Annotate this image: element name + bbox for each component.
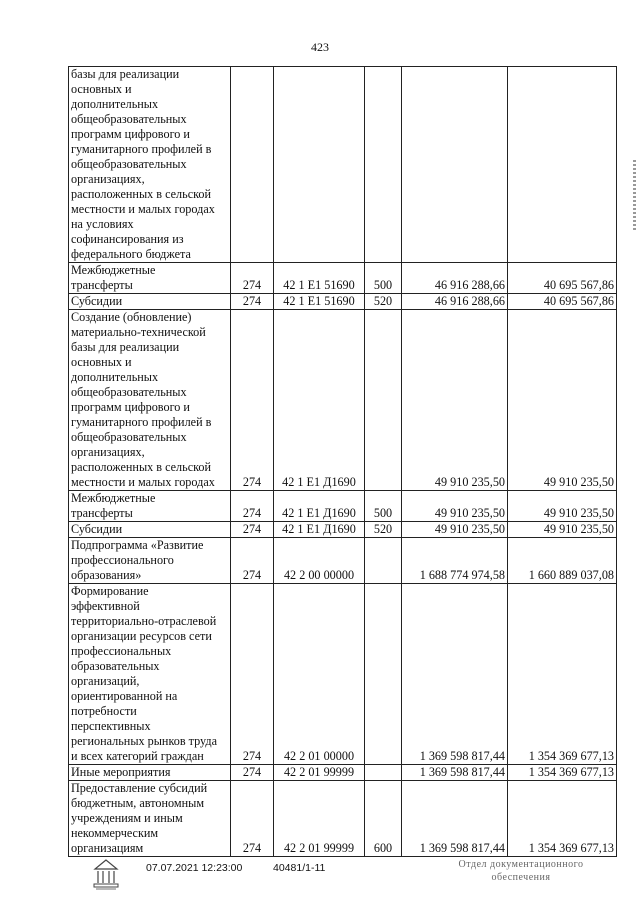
amount-year-2-cell: 1 354 369 677,13 <box>508 765 617 781</box>
amount-year-1-cell: 49 910 235,50 <box>402 491 508 522</box>
amount-year-2-cell: 49 910 235,50 <box>508 310 617 491</box>
expense-type-cell: 500 <box>365 491 402 522</box>
amount-year-2-cell: 40 695 567,86 <box>508 294 617 310</box>
target-article-cell: 42 1 E1 Д1690 <box>274 310 365 491</box>
amount-year-1-cell: 1 369 598 817,44 <box>402 781 508 857</box>
amount-year-2-cell: 1 660 889 037,08 <box>508 538 617 584</box>
row-name-cell: Субсидии <box>69 522 231 538</box>
target-article-cell: 42 2 00 00000 <box>274 538 365 584</box>
table-row <box>69 781 617 857</box>
page-footer <box>0 858 640 898</box>
amount-year-1-cell: 46 916 288,66 <box>402 263 508 294</box>
amount-year-2-cell: 1 354 369 677,13 <box>508 781 617 857</box>
row-name-cell: Межбюджетные трансферты <box>69 491 231 522</box>
ministry-code-cell: 274 <box>231 781 274 857</box>
expense-type-cell: 520 <box>365 294 402 310</box>
row-name-cell: Предоставление субсидий бюджетным, автономным учреждениям и иным некоммерческим организациям <box>69 781 231 857</box>
row-name-cell: Создание (обновление) материально-технической базы для реализации основных и дополнительных общеобразовательных программ цифрового и гуманитарного профилей в общеобразовательных организациях, расположенных в сельской местности и малых городах <box>69 310 231 491</box>
amount-year-2-cell: 40 695 567,86 <box>508 263 617 294</box>
amount-year-2-cell: 49 910 235,50 <box>508 522 617 538</box>
target-article-cell: 42 1 E1 Д1690 <box>274 491 365 522</box>
expense-type-cell <box>365 310 402 491</box>
ministry-code-cell: 274 <box>231 538 274 584</box>
ministry-code-cell: 274 <box>231 310 274 491</box>
ministry-code-cell: 274 <box>231 294 274 310</box>
row-name-cell: базы для реализации основных и дополнительных общеобразовательных программ цифрового и гуманитарного профилей в общеобразовательных организациях, расположенных в сельской местности и малых городах на условиях софинансирования из федерального бюджета <box>69 67 231 263</box>
scan-edge-mark <box>633 160 636 230</box>
expense-type-cell <box>365 584 402 765</box>
stamp-line-2: обеспечения <box>491 872 551 883</box>
building-emblem-icon <box>92 858 120 892</box>
expense-type-cell <box>365 538 402 584</box>
expense-type-cell: 520 <box>365 522 402 538</box>
ministry-code-cell: 274 <box>231 522 274 538</box>
ministry-code-cell <box>231 67 274 263</box>
expense-type-cell: 500 <box>365 263 402 294</box>
page-number: 423 <box>311 40 329 54</box>
table-row <box>69 491 617 522</box>
row-name-cell: Иные мероприятия <box>69 765 231 781</box>
target-article-cell: 42 2 01 00000 <box>274 584 365 765</box>
target-article-cell: 42 1 E1 51690 <box>274 263 365 294</box>
footer-datetime: 07.07.2021 12:23:00 <box>146 862 243 874</box>
expense-type-cell <box>365 67 402 263</box>
target-article-cell: 42 1 E1 Д1690 <box>274 522 365 538</box>
table-row <box>69 538 617 584</box>
amount-year-1-cell: 1 369 598 817,44 <box>402 584 508 765</box>
table-row <box>69 67 617 263</box>
target-article-cell: 42 1 E1 51690 <box>274 294 365 310</box>
row-name-cell: Межбюджетные трансферты <box>69 263 231 294</box>
target-article-cell: 42 2 01 99999 <box>274 765 365 781</box>
amount-year-1-cell: 1 369 598 817,44 <box>402 765 508 781</box>
amount-year-2-cell: 1 354 369 677,13 <box>508 584 617 765</box>
ministry-code-cell: 274 <box>231 491 274 522</box>
table-row <box>69 584 617 765</box>
row-name-cell: Формирование эффективной территориально-отраслевой организации ресурсов сети профессиональных образовательных организаций, ориентированной на потребности перспективных региональных рынков труда и всех категорий граждан <box>69 584 231 765</box>
footer-document-number: 40481/1-11 <box>273 862 326 874</box>
ministry-code-cell: 274 <box>231 765 274 781</box>
budget-table <box>68 66 617 857</box>
amount-year-2-cell: 49 910 235,50 <box>508 491 617 522</box>
table-row <box>69 522 617 538</box>
target-article-cell <box>274 67 365 263</box>
amount-year-1-cell: 1 688 774 974,58 <box>402 538 508 584</box>
ministry-code-cell: 274 <box>231 263 274 294</box>
stamp-line-1: Отдел документационного <box>458 859 584 870</box>
target-article-cell: 42 2 01 99999 <box>274 781 365 857</box>
budget-table-body <box>69 67 617 857</box>
amount-year-1-cell <box>402 67 508 263</box>
row-name-cell: Субсидии <box>69 294 231 310</box>
table-row <box>69 294 617 310</box>
expense-type-cell <box>365 765 402 781</box>
table-row <box>69 765 617 781</box>
row-name-cell: Подпрограмма «Развитие профессионального образования» <box>69 538 231 584</box>
amount-year-2-cell <box>508 67 617 263</box>
table-row <box>69 263 617 294</box>
table-row <box>69 310 617 491</box>
department-stamp <box>436 858 606 884</box>
amount-year-1-cell: 49 910 235,50 <box>402 310 508 491</box>
amount-year-1-cell: 49 910 235,50 <box>402 522 508 538</box>
amount-year-1-cell: 46 916 288,66 <box>402 294 508 310</box>
ministry-code-cell: 274 <box>231 584 274 765</box>
expense-type-cell: 600 <box>365 781 402 857</box>
